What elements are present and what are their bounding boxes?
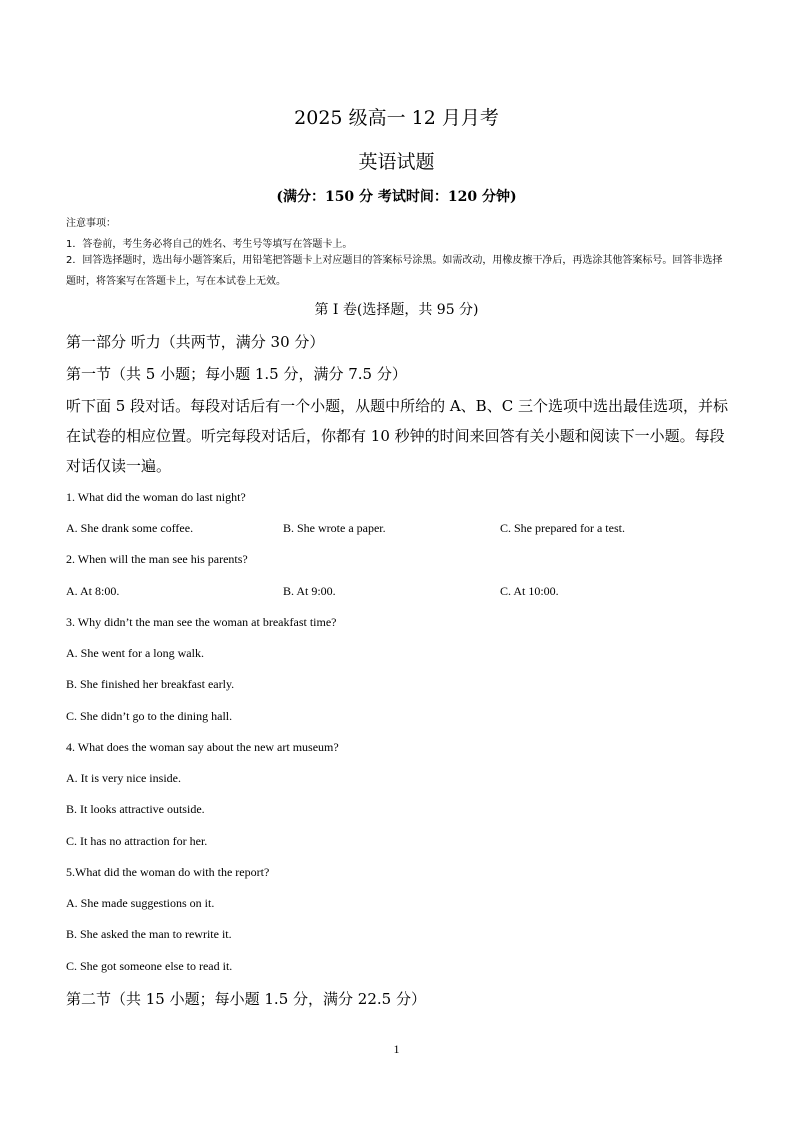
note-item-1: 1．答卷前，考生务必将自己的姓名、考生号等填写在答题卡上。 bbox=[66, 239, 353, 250]
question-1-stem: 1. What did the woman do last night? bbox=[66, 490, 246, 504]
notes-heading: 注意事项： bbox=[66, 218, 116, 229]
note-item-2: 2．回答选择题时，选出每小题答案后，用铅笔把答题卡上对应题目的答案标号涂黑。如需改动，用橡皮擦干净后，再选涂其他答案标号。回答非选择题时，将答案写在答题卡上，写在本试卷上无效。 bbox=[66, 255, 723, 287]
question-3-option-b: B. She finished her breakfast early. bbox=[66, 677, 235, 691]
question-1-option-c: C. She prepared for a test. bbox=[500, 521, 625, 535]
question-5-stem: 5.What did the woman do with the report? bbox=[66, 865, 270, 879]
question-3-option-c: C. She didn’t go to the dining hall. bbox=[66, 709, 233, 723]
question-2-option-c: C. At 10:00. bbox=[500, 584, 559, 598]
question-4-option-c: C. It has no attraction for her. bbox=[66, 834, 208, 848]
question-2-stem: 2. When will the man see his parents? bbox=[66, 552, 248, 566]
exam-meta: (满分：150 分 考试时间：120 分钟) bbox=[276, 189, 517, 205]
page-number: 1 bbox=[393, 1042, 400, 1056]
section1-heading: 第一节（共 5 小题；每小题 1.5 分，满分 7.5 分） bbox=[66, 365, 407, 383]
listening-instructions: 听下面 5 段对话。每段对话后有一个小题，从题中所给的 A、B、C 三个选项中选出最佳选项，并标在试卷的相应位置。听完每段对话后，你都有 10 秒钟的时间来回答有关小题和阅读下一小题。每段对话仅读一遍。 bbox=[66, 397, 728, 475]
question-4-stem: 4. What does the woman say about the new art museum? bbox=[66, 740, 339, 754]
subject-title: 英语试题 bbox=[358, 151, 435, 173]
question-2-option-a: A. At 8:00. bbox=[66, 584, 120, 598]
exam-title: 2025 级高一 12 月月考 bbox=[294, 107, 499, 129]
question-4-option-b: B. It looks attractive outside. bbox=[66, 802, 205, 816]
section2-heading: 第二节（共 15 小题；每小题 1.5 分，满分 22.5 分） bbox=[66, 990, 426, 1008]
part1-heading: 第一部分 听力（共两节，满分 30 分） bbox=[66, 333, 325, 351]
question-1-option-b: B. She wrote a paper. bbox=[283, 521, 386, 535]
question-1-option-a: A. She drank some coffee. bbox=[66, 521, 194, 535]
question-5-option-b: B. She asked the man to rewrite it. bbox=[66, 927, 232, 941]
volume-heading: 第 I 卷(选择题，共 95 分) bbox=[314, 302, 479, 318]
question-2-option-b: B. At 9:00. bbox=[283, 584, 336, 598]
question-5-option-c: C. She got someone else to read it. bbox=[66, 959, 233, 973]
question-4-option-a: A. It is very nice inside. bbox=[66, 771, 181, 785]
question-3-stem: 3. Why didn’t the man see the woman at breakfast time? bbox=[66, 615, 337, 629]
question-3-option-a: A. She went for a long walk. bbox=[66, 646, 204, 660]
question-5-option-a: A. She made suggestions on it. bbox=[66, 896, 215, 910]
